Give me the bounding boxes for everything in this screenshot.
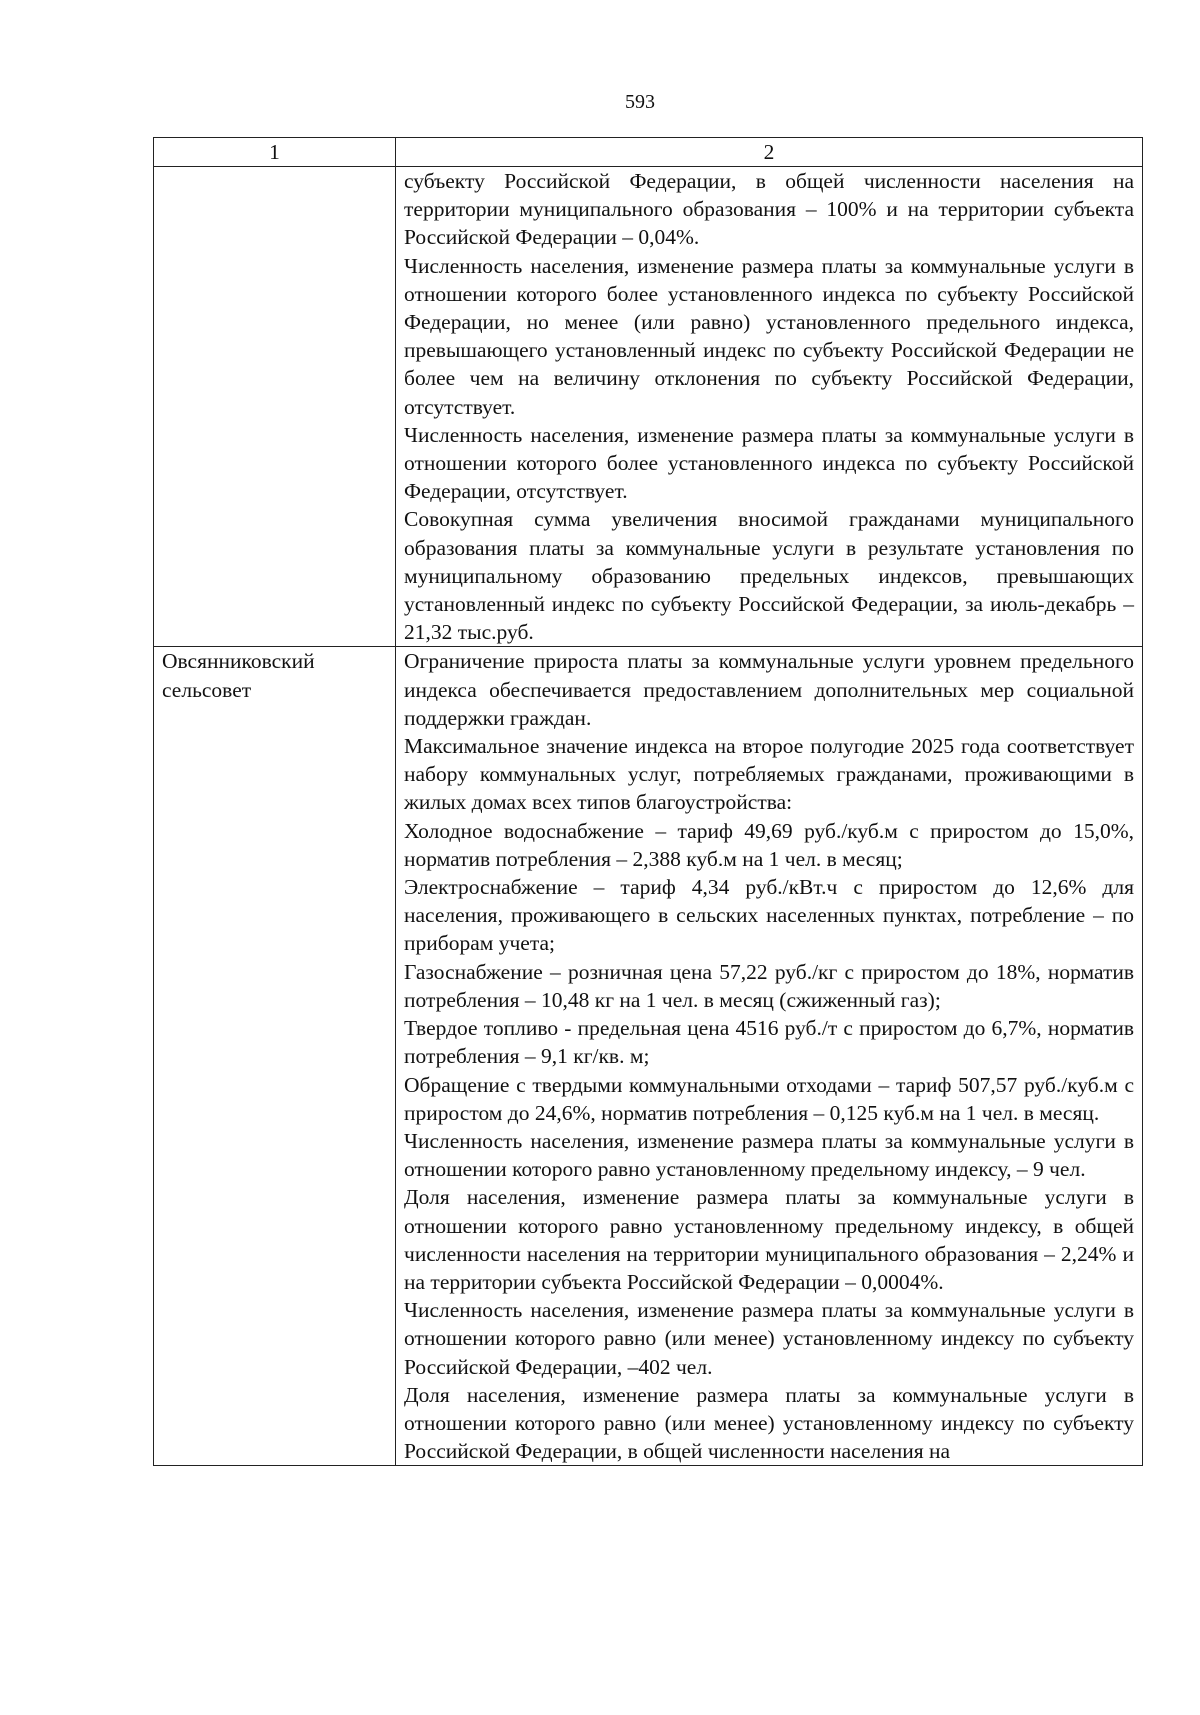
paragraph: Холодное водоснабжение – тариф 49,69 руб./куб.м с приростом до 15,0%, норматив потребления – 2,388 куб.м на 1 чел. в месяц;: [404, 818, 1134, 871]
page-number: 593: [625, 91, 655, 113]
paragraph: Максимальное значение индекса на второе полугодие 2025 года соответствует набору коммунальных услуг, потребляемых гражданами, проживающими в жилых домах всех типов благоустройства:: [404, 734, 1134, 815]
paragraph: Газоснабжение – розничная цена 57,22 руб./кг с приростом до 18%, норматив потребления – 10,48 кг на 1 чел. в месяц (сжиженный газ);: [404, 959, 1134, 1012]
paragraph: Численность населения, изменение размера платы за коммунальные услуги в отношении которого более установленного индекса по субъекту Российской Федерации, но менее (или равно) установленного предельного индекса, превышающего установленный индекс по субъекту Российской Федерации не более чем на величину отклонения по субъекту Российской Федерации, отсутствует.: [404, 253, 1134, 419]
paragraph: Электроснабжение – тариф 4,34 руб./кВт.ч с приростом до 12,6% для населения, проживающего в сельских населенных пунктах, потребление – по приборам учета;: [404, 875, 1134, 956]
table-header-row: [154, 138, 1143, 167]
column-header-2: 2: [396, 138, 1143, 167]
description-cell: [396, 647, 1143, 1466]
paragraph: Доля населения, изменение размера платы за коммунальные услуги в отношении которого равно установленному предельному индексу, в общей численности населения на территории муниципального образования – 2,24% и на территории субъекта Российской Федерации – 0,0004%.: [404, 1185, 1134, 1294]
municipality-name-cell: [154, 167, 396, 647]
table-row: [154, 167, 1143, 647]
paragraph: Совокупная сумма увеличения вносимой гражданами муниципального образования платы за коммунальные услуги в результате установления по муниципальному образованию предельных индексов, превышающих установленный индекс по субъекту Российской Федерации, за июль-декабрь – 21,32 тыс.руб.: [404, 507, 1134, 645]
paragraph: субъекту Российской Федерации, в общей численности населения на территории муниципального образования – 100% и на территории субъекта Российской Федерации – 0,04%.: [404, 169, 1134, 250]
paragraph: Численность населения, изменение размера платы за коммунальные услуги в отношении которого более установленного индекса по субъекту Российской Федерации, отсутствует.: [404, 422, 1134, 504]
paragraph: Обращение с твердыми коммунальными отходами – тариф 507,57 руб./куб.м с приростом до 24,6%, норматив потребления – 0,125 куб.м на 1 чел. в месяц.: [404, 1072, 1134, 1125]
column-header-1: 1: [154, 138, 396, 167]
table-row: [154, 647, 1143, 1466]
paragraph: Доля населения, изменение размера платы за коммунальные услуги в отношении которого равно (или менее) установленному индексу по субъекту Российской Федерации, в общей численности населения на: [404, 1382, 1134, 1464]
document-table: [153, 137, 1143, 1466]
description-cell: [396, 167, 1143, 647]
paragraph: Численность населения, изменение размера платы за коммунальные услуги в отношении которого равно установленному предельному индексу, – 9 чел.: [404, 1128, 1134, 1182]
paragraph: Численность населения, изменение размера платы за коммунальные услуги в отношении которого равно (или менее) установленному индексу по субъекту Российской Федерации, –402 чел.: [404, 1298, 1134, 1379]
municipality-name-cell: Овсянниковский сельсовет: [154, 647, 396, 1466]
paragraph: Ограничение прироста платы за коммунальные услуги уровнем предельного индекса обеспечивается предоставлением дополнительных мер социальной поддержки граждан.: [404, 649, 1134, 730]
paragraph: Твердое топливо - предельная цена 4516 руб./т с приростом до 6,7%, норматив потребления – 9,1 кг/кв. м;: [404, 1016, 1134, 1069]
